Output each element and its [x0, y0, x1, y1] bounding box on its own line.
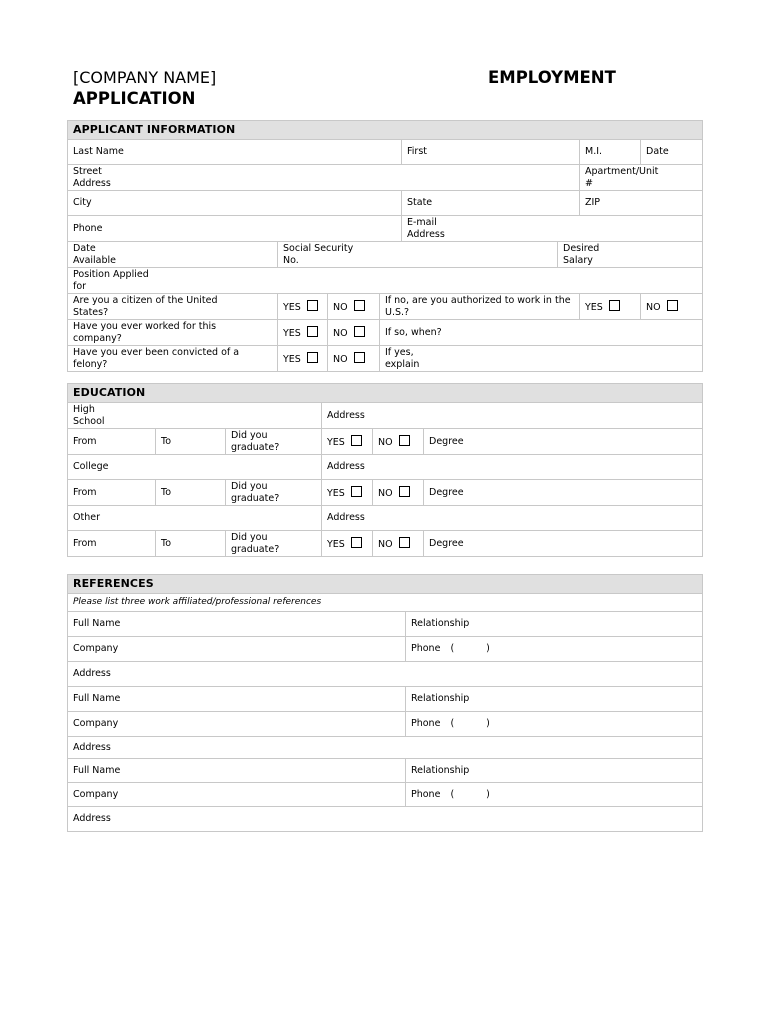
- street-address-field[interactable]: Street Address: [68, 165, 580, 191]
- worked-yes-checkbox[interactable]: [307, 326, 318, 337]
- worked-when-field[interactable]: If so, when?: [380, 320, 703, 346]
- high-school-from-field[interactable]: From: [68, 429, 156, 455]
- worked-before-question: Have you ever worked for this company?: [68, 320, 278, 346]
- worked-no-checkbox[interactable]: [354, 326, 365, 337]
- state-field[interactable]: State: [402, 191, 580, 216]
- citizen-yes[interactable]: YES: [278, 294, 328, 320]
- other-no-checkbox[interactable]: [399, 537, 410, 548]
- high-school-address-field[interactable]: Address: [322, 403, 703, 429]
- ref2-full-name-field[interactable]: Full Name: [68, 687, 406, 712]
- company-name: [COMPANY NAME]: [73, 68, 217, 87]
- felony-yes-checkbox[interactable]: [307, 352, 318, 363]
- felony-question: Have you ever been convicted of a felony?: [68, 346, 278, 372]
- college-graduate-question: Did you graduate?: [226, 480, 322, 506]
- authorized-no-checkbox[interactable]: [667, 300, 678, 311]
- other-to-field[interactable]: To: [156, 531, 226, 557]
- ref1-company-field[interactable]: Company: [68, 637, 406, 662]
- citizen-question: Are you a citizen of the United States?: [68, 294, 278, 320]
- authorized-yes[interactable]: YES: [580, 294, 641, 320]
- other-yes[interactable]: YES: [322, 531, 373, 557]
- ref1-relationship-field[interactable]: Relationship: [406, 612, 703, 637]
- high-school-field[interactable]: High School: [68, 403, 322, 429]
- desired-salary-field[interactable]: Desired Salary: [558, 242, 703, 268]
- high-school-no[interactable]: NO: [373, 429, 424, 455]
- ref3-address-field[interactable]: Address: [68, 807, 703, 832]
- title-application: APPLICATION: [73, 89, 196, 108]
- ref1-address-field[interactable]: Address: [68, 662, 703, 687]
- first-name-field[interactable]: First: [402, 140, 580, 165]
- apartment-unit-field[interactable]: Apartment/Unit #: [580, 165, 703, 191]
- authorized-no[interactable]: NO: [641, 294, 703, 320]
- ref3-full-name-field[interactable]: Full Name: [68, 759, 406, 783]
- ref3-phone-field[interactable]: Phone ( ): [406, 783, 703, 807]
- section-heading-references: REFERENCES: [68, 575, 703, 594]
- ref2-phone-field[interactable]: Phone ( ): [406, 712, 703, 737]
- mi-field[interactable]: M.I.: [580, 140, 641, 165]
- high-school-degree-field[interactable]: Degree: [424, 429, 703, 455]
- ref3-company-field[interactable]: Company: [68, 783, 406, 807]
- other-yes-checkbox[interactable]: [351, 537, 362, 548]
- other-degree-field[interactable]: Degree: [424, 531, 703, 557]
- college-field[interactable]: College: [68, 455, 322, 480]
- citizen-no[interactable]: NO: [328, 294, 380, 320]
- title-employment: EMPLOYMENT: [488, 68, 616, 87]
- worked-no[interactable]: NO: [328, 320, 380, 346]
- college-degree-field[interactable]: Degree: [424, 480, 703, 506]
- other-no[interactable]: NO: [373, 531, 424, 557]
- college-no-checkbox[interactable]: [399, 486, 410, 497]
- ref1-phone-field[interactable]: Phone ( ): [406, 637, 703, 662]
- references-table: [67, 574, 703, 832]
- college-address-field[interactable]: Address: [322, 455, 703, 480]
- citizen-yes-checkbox[interactable]: [307, 300, 318, 311]
- other-from-field[interactable]: From: [68, 531, 156, 557]
- high-school-yes-checkbox[interactable]: [351, 435, 362, 446]
- felony-yes[interactable]: YES: [278, 346, 328, 372]
- references-note: Please list three work affiliated/professional references: [68, 594, 703, 612]
- phone-field[interactable]: Phone: [68, 216, 402, 242]
- ref2-relationship-field[interactable]: Relationship: [406, 687, 703, 712]
- college-no[interactable]: NO: [373, 480, 424, 506]
- last-name-field[interactable]: Last Name: [68, 140, 402, 165]
- section-heading-applicant: APPLICANT INFORMATION: [68, 121, 703, 140]
- education-table: [67, 383, 703, 557]
- high-school-no-checkbox[interactable]: [399, 435, 410, 446]
- authorized-yes-checkbox[interactable]: [609, 300, 620, 311]
- ssn-field[interactable]: Social Security No.: [278, 242, 558, 268]
- ref2-company-field[interactable]: Company: [68, 712, 406, 737]
- college-to-field[interactable]: To: [156, 480, 226, 506]
- ref3-relationship-field[interactable]: Relationship: [406, 759, 703, 783]
- date-field[interactable]: Date: [641, 140, 703, 165]
- section-heading-education: EDUCATION: [68, 384, 703, 403]
- city-field[interactable]: City: [68, 191, 402, 216]
- high-school-to-field[interactable]: To: [156, 429, 226, 455]
- position-applied-field[interactable]: Position Applied for: [68, 268, 703, 294]
- email-field[interactable]: E-mail Address: [402, 216, 703, 242]
- college-yes-checkbox[interactable]: [351, 486, 362, 497]
- other-graduate-question: Did you graduate?: [226, 531, 322, 557]
- college-yes[interactable]: YES: [322, 480, 373, 506]
- felony-no-checkbox[interactable]: [354, 352, 365, 363]
- felony-explain-field[interactable]: If yes, explain: [380, 346, 703, 372]
- other-school-field[interactable]: Other: [68, 506, 322, 531]
- date-available-field[interactable]: Date Available: [68, 242, 278, 268]
- applicant-information-table: [67, 120, 703, 372]
- authorized-question: If no, are you authorized to work in the U.S.?: [380, 294, 580, 320]
- other-address-field[interactable]: Address: [322, 506, 703, 531]
- citizen-no-checkbox[interactable]: [354, 300, 365, 311]
- ref1-full-name-field[interactable]: Full Name: [68, 612, 406, 637]
- page-title: [73, 67, 216, 109]
- high-school-yes[interactable]: YES: [322, 429, 373, 455]
- ref2-address-field[interactable]: Address: [68, 737, 703, 759]
- felony-no[interactable]: NO: [328, 346, 380, 372]
- worked-yes[interactable]: YES: [278, 320, 328, 346]
- college-from-field[interactable]: From: [68, 480, 156, 506]
- zip-field[interactable]: ZIP: [580, 191, 703, 216]
- high-school-graduate-question: Did you graduate?: [226, 429, 322, 455]
